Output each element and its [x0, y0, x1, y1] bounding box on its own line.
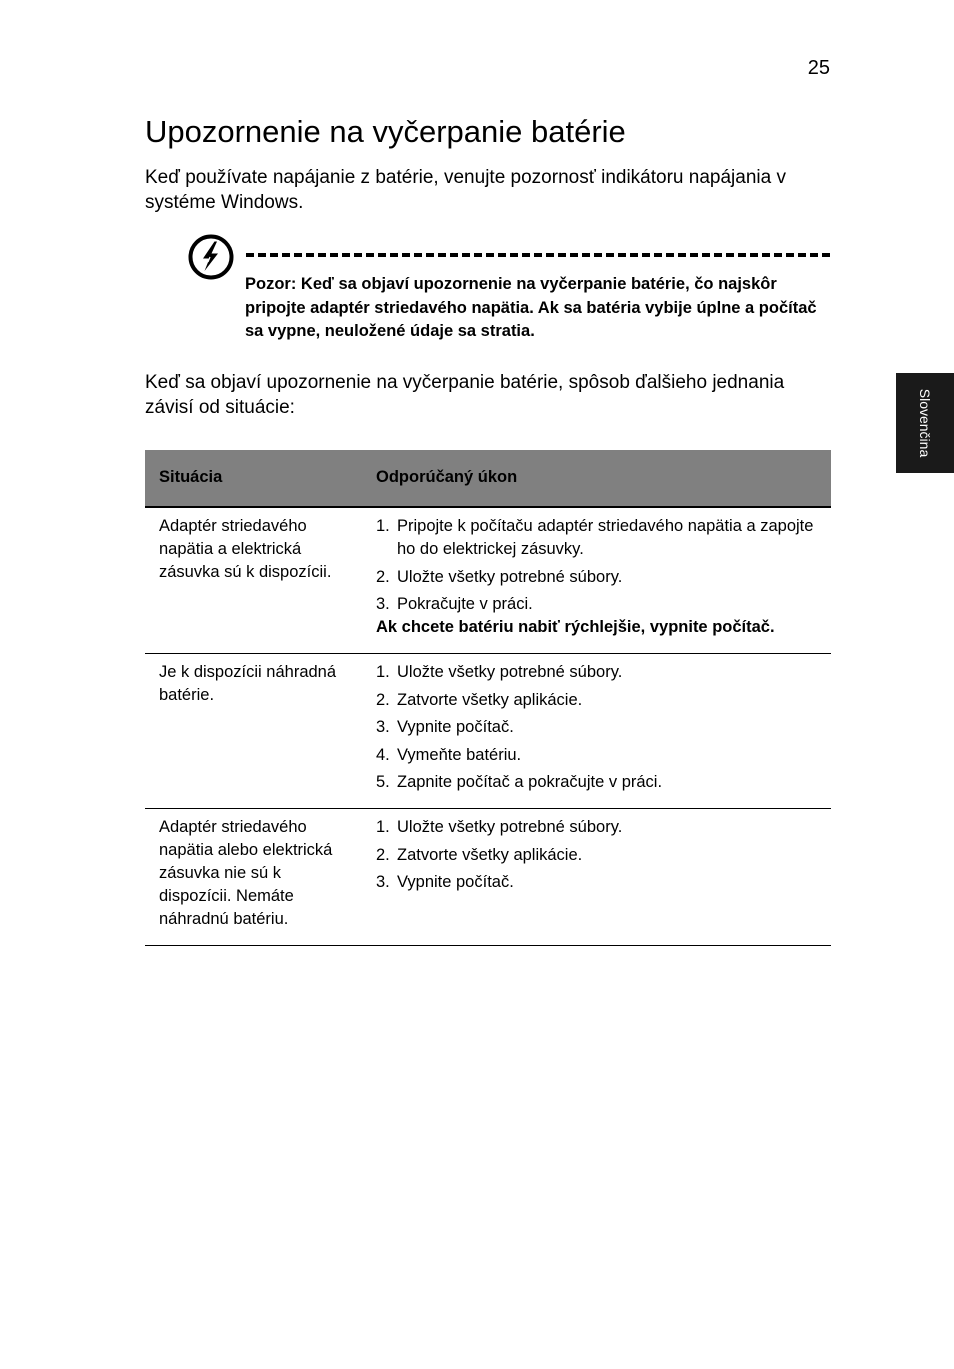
steps-list [376, 661, 831, 794]
page-title: Upozornenie na vyčerpanie batérie [145, 114, 626, 149]
header-situation: Situácia [145, 450, 362, 507]
list-item: 1. Pripojte k počítaču adaptér striedavého napätia a zapojte ho do elektrickej zásuvky. [376, 517, 814, 558]
list-item: 2. Zatvorte všetky aplikácie. [376, 690, 583, 709]
situation-cell: Adaptér striedavého napätia alebo elektrická zásuvka nie sú k dispozícii. Nemáte náhradnú batériu. [145, 809, 362, 946]
charging-note: Ak chcete batériu nabiť rýchlejšie, vypnite počítač. [376, 618, 775, 636]
action-cell [362, 654, 831, 809]
list-item: 5. Zapnite počítač a pokračujte v práci. [376, 773, 663, 791]
table-row [145, 654, 831, 809]
action-cell [362, 507, 831, 654]
situation-cell: Adaptér striedavého napätia a elektrická zásuvka sú k dispozícii. [145, 507, 362, 654]
intro-paragraph: Keď používate napájanie z batérie, venujte pozornosť indikátoru napájania v systéme Windows. [145, 167, 786, 213]
steps-list [376, 515, 831, 616]
list-item: 3. Vypnite počítač. [376, 718, 514, 736]
lightning-warning-icon [187, 233, 235, 281]
list-item: 1. Uložte všetky potrebné súbory. [376, 818, 623, 836]
list-item: 4. Vymeňte batériu. [376, 745, 522, 764]
list-item: 3. Vypnite počítač. [376, 873, 514, 891]
list-item: 3. Pokračujte v práci. [376, 595, 533, 613]
table-row [145, 507, 831, 654]
steps-list [376, 816, 831, 894]
warning-divider [246, 253, 830, 257]
side-tab-label: Slovenčina [917, 388, 933, 458]
list-item: 1. Uložte všetky potrebné súbory. [376, 663, 623, 681]
action-cell [362, 809, 831, 946]
header-recommended-action: Odporúčaný úkon [362, 450, 831, 507]
list-item: 2. Zatvorte všetky aplikácie. [376, 845, 583, 864]
warning-text: Pozor: Keď sa objaví upozornenie na vyčerpanie batérie, čo najskôr pripojte adaptér striedavého napätia. Ak sa batéria vybije úplne a počítač sa vypne, neuložené údaje sa stratia. [245, 275, 817, 340]
language-side-tab [896, 373, 954, 473]
situation-cell: Je k dispozícii náhradná batérie. [145, 654, 362, 809]
situation-intro-paragraph: Keď sa objaví upozornenie na vyčerpanie batérie, spôsob ďalšieho jednania závisí od situácie: [145, 372, 785, 418]
situation-table [145, 450, 831, 946]
page-number: 25 [807, 57, 830, 79]
table-header-row [145, 450, 831, 507]
list-item: 2. Uložte všetky potrebné súbory. [376, 567, 623, 586]
table-row [145, 809, 831, 946]
